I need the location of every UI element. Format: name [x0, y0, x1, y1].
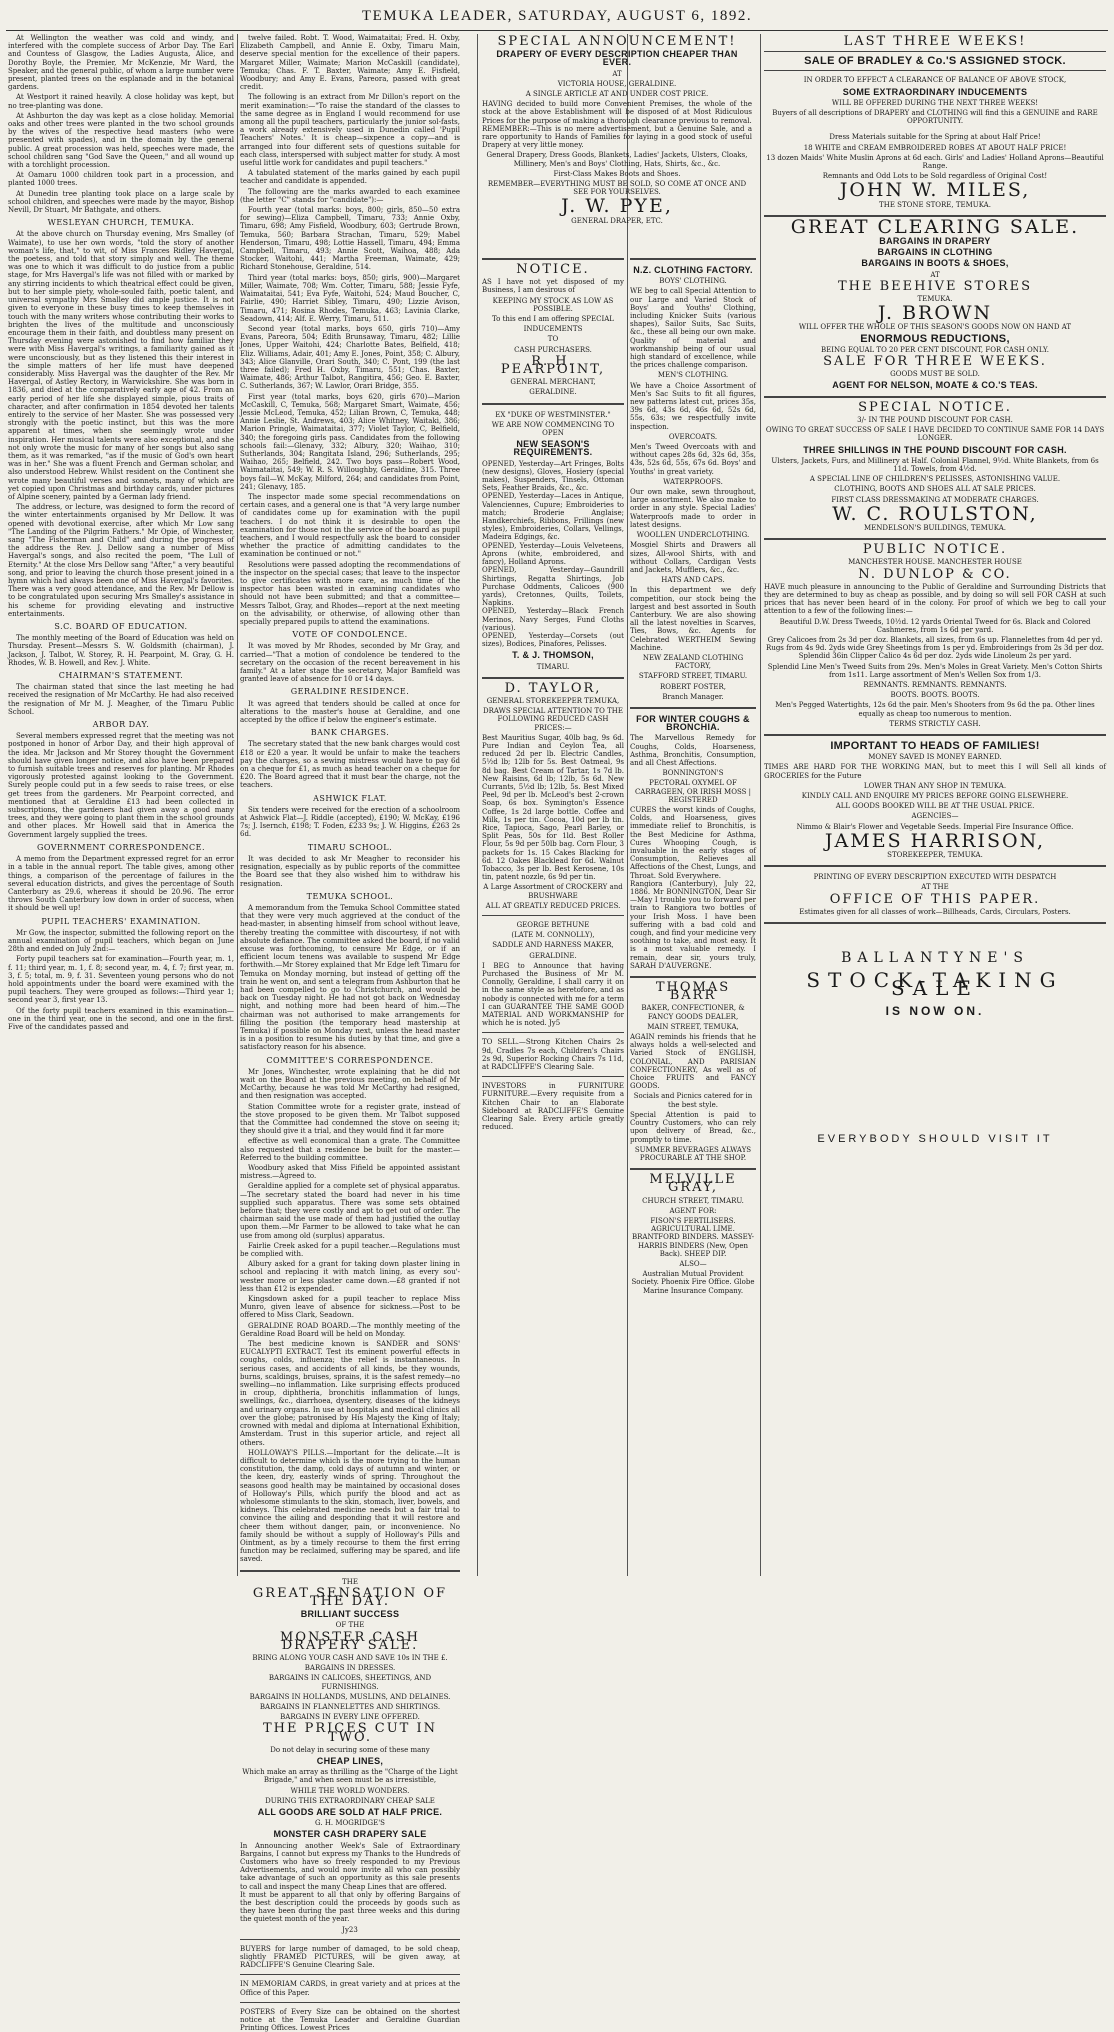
ad-headline: IMPORTANT TO HEADS OF FAMILIES!	[830, 739, 1040, 752]
barr-advert	[630, 980, 756, 1162]
nz-clothing-advert	[630, 266, 756, 701]
ad-text: G. H. MOGRIDGE'S	[315, 1819, 385, 1828]
divider	[240, 2002, 460, 2003]
ad-headline: GREAT CLEARING SALE.	[790, 215, 1080, 238]
news-paragraph: At the above church on Thursday evening, Mrs Smalley (of Waimate), to use her own words, "told the story of another woman's life, that," to wit, of Miss Frances Ridley Havergal, the poetess, and told that story simply and well. The theme was one to which it was difficult to do justice from a public stage, for Mrs Havergal's life was not filled with or marked by any stirring incidents to which theatrical effect could be given, but to her simple piety, whole-souled faith, poetic talent, and universal sympathy Mrs Smalley did ample justice. It is not given to everyone in these busy times to keep themselves in touch with the many writers whose contributing their works to brighten the lives of the multitude and unconsciously encourage them in their faith, and doubtless many present on Thursday evening were astonished to find how familiar they were with Miss Havergal's writings, a familiarity gained as it were unconsciously, but as they listened this their interest in the simple matters of her life must have deepened considerably. Miss Havergal was the daughter of the Rev. Mr Havergal, of Astley Rectory, in Warwickshire. She was born in 1836, and died at the comparatively early age of 42. From an early period of her life she displayed simple, pious traits of character, and after confirmation in 1854 devoted her talents entirely to the service of her Master. She was possessed very strongly with the poetic instinct, but this was the more apparent at times, when she seemingly wrote under inspiration. Her musical talents were also exceptional, and she not only wrote the music for many of her songs but also sang them, as it was remarked, "as if the music of God's own heart was in her." She was a fluent French and German scholar, and also understood Hebrew. Whilst resident on the Continent she wrote many beautiful verses and sonnets, many of which are yet copied upon Christmas and birthday cards, under pictures of Alpine scenery, painted by a German lady friend.	[8, 230, 234, 501]
ad-headline: J. BROWN	[877, 302, 993, 325]
ad-text: DRAWS SPECIAL ATTENTION TO THE FOLLOWING REDUCED CASH PRICES:—	[483, 707, 623, 732]
divider	[482, 677, 624, 679]
ad-text: BARGAINS IN FLANNELETTES AND SHIRTINGS.	[259, 1702, 441, 1711]
ad-headline: JOHN W. MILES,	[839, 179, 1031, 202]
news-paragraph: At Oamaru 1000 children took part in a procession, and planted 1000 trees.	[8, 171, 234, 188]
ad-text: AT	[930, 270, 940, 279]
ad-text: GERALDINE.	[529, 951, 577, 960]
ad-headline: J. W. PYE,	[561, 195, 673, 218]
ad-text: OPENED, Yesterday—Black French Merinos, Navy Serges, Fund Cloths (various).	[482, 607, 624, 632]
news-paragraph: Fourth year (total marks: boys, 800; girls, 850—50 extra for sewing)—Eliza Campbell, Timaru, 733; Annie Oxby, Timaru, 698; Amy Fisfield, Woodbury, 603; Gertrude Brown, Temuka, 560; Barbara Strachan, Timaru, 529; Mabel Henderson, Timaru, 498; Lottie Hassell, Timaru, 494; Emma Campbell, Timaru, 493; Annie Scott, Waihoa, 488; Ada Stocker, Waitohi, 441; Martha Freeman, Waimate, 429; Richard Stonehouse, Geraldine, 514.	[240, 206, 460, 272]
divider	[630, 1168, 756, 1170]
ad-text: Mosgiel Shirts and Drawers all sizes, All-wool Shirts, with and without Collars, Cardigan Vests and Jackets, Mufflers, &c., &c.	[630, 541, 756, 574]
ad-text: OPENED, Yesterday—Laces in Antique, Valenciennes, Cupure; Embroideries to match; Broderie Anglaise; Handkerchiefs, Ribbons, Frillings (new styles), Embroideries, Collars, Vellings, Madeira Edgings, &c.	[482, 492, 624, 542]
news-paragraph: A memorandum from the Temuka School Committee stated that they were very much aggrieved at the conduct of the head-master, in absenting himself from school without leave, thereby treating the committee with discourtesy, if not with absolute defiance. The committee asked the board, if no valid excuse was forthcoming, to censure Mr Edge, or if an efficient locum tenens was available to suspend Mr Edge forthwith.—Mr Storey explained that Mr Edge left Timaru for Temuka on Monday morning, but instead of getting off the train he went on, and sent a telegram from Ashburton that he had been compelled to go to Christchurch, and would be back on Tuesday night. He had not got back on Wednesday night, and nothing more had been heard of him.—The chairman was not authorised to make arrangements for filling the position (the temporary head mastership at Temuka) if possible on Monday next, unless the head master is in a position to resume his duties by that time, and give a satisfactory reason for his absence.	[240, 903, 460, 1052]
ad-text: A SINGLE ARTICLE AT AND UNDER COST PRICE.	[525, 90, 709, 99]
news-paragraph: Resolutions were passed adopting the recommendations of the inspector on the special cases; that leave to the inspector to give certificates with more care, as much time of the inspector has been wasted in examining candidates who should not have been submitted; and that a committee—Messrs Talbot, Gray, and Rhodes—report at the next meeting on the advisability, or otherwise, of allowing other than specially prepared pupils to attend the examinations.	[240, 560, 460, 627]
ad-text: Nimmo & Blair's Flower and Vegetable Seeds. Imperial Fire Insurance Office.	[796, 822, 1074, 831]
news-paragraph: Of the forty pupil teachers examined in this examination—one in the third year, one in the second, and one in the first. Five of the candidates passed and	[8, 1006, 234, 1031]
news-paragraph: At Westport it rained heavily. A close holiday was kept, but no tree-planting was done.	[8, 93, 234, 110]
ad-text: WATERPROOFS.	[663, 477, 723, 486]
ad-text: AS I have not yet disposed of my Business, I am desirous of	[482, 278, 624, 295]
news-paragraph: The chairman stated that since the last meeting he had received the resignation of Mr McCarthy. He had also received the resignation of Mr M. J. Meagher, of the Timaru Public School.	[8, 683, 234, 716]
ad-text: Grey Calicoes from 2s 3d per doz. Blankets, all sizes, from 6s up. Flannelettes from 4d per yd. Rugs from 4s 9d. 2yds wide Grey Sheetings from 1s per yd. Embroiderings from 2s 3d per doz. Splendid 36in Clipper Calico 4s 6d per doz. 2yds wide Linoleum 2s per yard.	[766, 635, 1104, 661]
ad-headline: THE BEEHIVE STORES	[837, 278, 1033, 294]
ad-text: KEEPING MY STOCK AS LOW AS POSSIBLE.	[492, 296, 614, 313]
ad-text: INDUCEMENTS	[523, 325, 583, 334]
news-paragraph: It was moved by Mr Rhodes, seconded by Mr Gray, and carried—"That a motion of condolence be tendered to the secretary on the occasion of the recent bereavement in his family." At a later stage the secretary, Major Bamfield was granted leave of absence for 10 or 14 days.	[240, 642, 460, 684]
ad-text: IN ORDER TO EFFECT A CLEARANCE OF BALANCE OF ABOVE STOCK,	[803, 76, 1067, 85]
ad-text: It must be apparent to all that only by offering Bargains of the best description could the proceeds by goods such as they have been during the past three weeks and this during the quietest month of the year.	[240, 1890, 460, 1924]
ad-text: HAVE much pleasure in announcing to the Public of Geraldine and Surrounding Districts that they are determined to buy as cheap as possible, and by doing so will sell FOR CASH at such prices that has never been heard of in the colony. For proof of which we beg to call your attention to a few of the following lines:—	[764, 582, 1106, 616]
ad-text: Buyers of all descriptions of DRAPERY and CLOTHING will find this a GENUINE and RARE OPPORTUNITY.	[772, 109, 1098, 126]
ad-text: Ulsters, Jackets, Furs, and Millinery at Half. Colonial Flannel, 9½d. White Blankets, from 6s 11d. Towels, from 4½d.	[771, 456, 1099, 473]
ad-headline: SALE OF BRADLEY & Co.'S ASSIGNED STOCK.	[804, 55, 1066, 68]
ad-text: Australian Mutual Provident Society. Phoenix Fire Office. Globe Marine Insurance Company.	[631, 1270, 755, 1295]
news-paragraph: Albury asked for a grant for taking down plaster lining in school and replacing it with match lining, as every sou'-wester more or less plaster came down.—£8 granted if not less than £12 is expended.	[240, 1260, 460, 1293]
news-paragraph: At Dunedin tree planting took place on a large scale by school children, and speeches were made by the mayor, Bishop Nevill, Dr Stuart, Mr Bathgate, and others.	[8, 189, 234, 215]
ad-text: I BEG to Announce that having Purchased the Business of Mr M. Connolly, Geraldine, I shall carry it on in the same style as heretofore, and as nobody is connected with me for a term I can GUARANTEE THE SAME GOOD MATERIAL AND WORKMANSHIP for which he is noted. Jy5	[482, 961, 624, 1028]
column-ads-4	[630, 252, 756, 1576]
ad-text: BONNINGTON'S	[662, 769, 724, 778]
ad-headline: GEORGE BETHUNE	[516, 921, 590, 930]
ad-text: (LATE M. CONNOLLY),	[511, 931, 595, 940]
subheading: PUPIL TEACHERS' EXAMINATION.	[41, 916, 201, 926]
ad-text: OVERCOATS.	[668, 432, 718, 441]
divider	[482, 915, 624, 916]
thomson-advert	[482, 411, 624, 671]
ad-text: GENERAL STOREKEEPER TEMUKA,	[486, 696, 620, 705]
ad-headline: ENORMOUS REDUCTIONS,	[860, 332, 1010, 345]
divider	[482, 403, 624, 405]
news-paragraph: effective as well economical than a grate. The Committee also requested that a residence be built for the master.—Referred to the building committee.	[240, 1137, 460, 1162]
ad-text: Men's Tweed Overcoats with and without capes 28s 6d, 32s 6d, 35s, 43s, 52s 6d, 55s, 67s 6d. Boys' and Youths' in great variety.	[630, 443, 756, 476]
ad-text: ALL GOODS BOOKED WILL BE AT THE USUAL PRICE.	[835, 802, 1035, 811]
ad-text: Remnants and Odd Lots to be Sold regardless of Original Cost!	[822, 172, 1048, 181]
ad-headline: THE PRICES CUT IN TWO.	[263, 1721, 437, 1745]
ad-text: PRINTING OF EVERY DESCRIPTION EXECUTED WITH DESPATCH	[813, 873, 1057, 882]
news-paragraph: Mr Gow, the inspector, submitted the following report on the annual examination of pupil teachers, which began on June 28th and ended on July 2nd:—	[8, 928, 234, 954]
ad-text: TIMES ARE HARD FOR THE WORKING MAN, but to meet this I will Sell all kinds of GROCERIES for the Future	[764, 763, 1106, 780]
ad-text: SUMMER BEVERAGES ALWAYS PROCURABLE AT THE SHOP.	[634, 1145, 752, 1162]
divider	[240, 1939, 460, 1940]
ad-headline: THOMAS BARR	[655, 980, 731, 1004]
ad-headline: EVERYBODY SHOULD VISIT IT	[817, 1132, 1053, 1145]
subheading: CHAIRMAN'S STATEMENT.	[58, 671, 184, 681]
ad-headline: FOR WINTER COUGHS & BRONCHIA.	[636, 713, 750, 733]
memoriam-advert: IN MEMORIAM CARDS, in great variety and at prices at the Office of this Paper.	[240, 1980, 460, 1997]
column-news-2	[240, 34, 460, 2032]
ad-text: The Marvellous Remedy for Coughs, Colds, Hoarseness, Asthma, Bronchitis, Consumption, and all Chest Affections.	[630, 734, 756, 767]
divider	[764, 865, 1106, 867]
miles-advert	[764, 34, 1106, 209]
roulston-advert	[764, 399, 1106, 532]
divider	[764, 51, 1106, 52]
divider	[482, 1076, 624, 1077]
ad-headline: SPECIAL NOTICE.	[858, 399, 1012, 415]
news-paragraph: A memo from the Department expressed regret for an error in a table in the annual report. The table gives, among other things, a comparison of the percentage of failures in the several education districts, and gives the percentage of South Canterbury as 29.6, whereas it should be 20.96. The error throws South Canterbury low down in order of success, when it should be well up!	[8, 855, 234, 913]
ad-headline: R. H. PEARPOINT,	[500, 353, 606, 378]
news-paragraph: Mr Jones, Winchester, wrote explaining that he did not wait on the Board at the previous meeting, on behalf of Mr McCarthy, because he was told Mr McCarthy had resigned, and then resignation was accepted.	[240, 1067, 460, 1101]
divider	[240, 1974, 460, 1975]
ad-headline: NOTICE.	[516, 262, 590, 277]
news-paragraph: Kingsdown asked for a pupil teacher to replace Miss Munro, given leave of absence for sickness.—Post to be offered to Miss Clark, Seadown.	[240, 1295, 460, 1320]
news-paragraph: GERALDINE ROAD BOARD.—The monthly meeting of the Geraldine Road Board will be held on Monday.	[240, 1321, 460, 1338]
ad-text: WE ARE NOW COMMENCING TO OPEN	[491, 420, 615, 438]
ad-text: Dress Materials suitable for the Spring at about Half Price!	[829, 133, 1041, 142]
subheading: ARBOR DAY.	[92, 720, 150, 730]
ad-headline: SPECIAL ANNOUNCEMENT!	[497, 34, 737, 49]
column-ads-3b	[482, 252, 624, 1576]
ad-text: OPENED, Yesterday—Louis Velveteens, Aprons (white, embroidered, and fancy), Holland Aprons.	[482, 541, 624, 567]
ad-text: First-Class Makes Boots and Shoes.	[553, 169, 681, 178]
subheading: BANK CHARGES.	[310, 728, 390, 738]
masthead: TEMUKA LEADER, SATURDAY, AUGUST 6, 1892.	[361, 8, 753, 24]
ad-text: AGENT FOR:	[669, 1206, 717, 1215]
ad-text: REMEMBER—EVERYTHING MUST BE SOLD, SO COME AT ONCE AND SEE FOR YOURSELVES.	[487, 180, 747, 197]
news-paragraph: At Wellington the weather was cold and windy, and interfered with the complete success of Arbor Day. The Earl and Countess of Glasgow, the Ladies Augusta, Alice, and Dorothy Boyle, the Premier, Mr McKenzie, Mr Ward, the Speaker, and the general public, of whom a large number were present, planted trees on the esplanade and in the botanical gardens.	[8, 34, 234, 92]
ad-text: ALSO—	[679, 1259, 707, 1268]
masthead-rule	[6, 30, 1108, 31]
ad-headline: OFFICE OF THIS PAPER.	[829, 891, 1041, 907]
ad-text: REMEMBER:—This is no mere advertisement, but a Genuine Sale, and a rare opportunity to Hands of Families for laying in a good stock of useful Drapery at very little money.	[482, 124, 752, 150]
divider	[240, 1570, 460, 1572]
ad-text: AGAIN reminds his friends that he always holds a well-selected and Varied Stock of ENGLISH, COLONIAL, AND PARISIAN CONFECTIONERY, As well as of Choice FRUITS and FANCY GOODS.	[630, 1033, 756, 1091]
news-paragraph: Fairlie Creek asked for a pupil teacher.—Regulations must be complied with.	[240, 1241, 460, 1259]
ad-text: Splendid Line Men's Tweed Suits from 29s. Men's Moles in Great Variety. Men's Cotton Shirts from 1s11. Large assortment of Men's Wellen Sox from 1/3.	[767, 662, 1103, 679]
news-paragraph: The following is an extract from Mr Dillon's report on the merit examination:—"To raise the standard of the classes to the same degree as in England I would recommend for use among all the pupil teachers, particularly the junior sol-fasts, a work already extensively used in Dunedin called 'Pupil Teachers' Notes.' It is cheap—sixpence a copy—and is arranged into four different sets of questions suitable for each class, interspersed with subject matter for study. A most useful little work for candidates and pupil teachers."	[240, 93, 460, 168]
news-paragraph: twelve failed. Robt. T. Wood, Waimataitai; Fred. H. Oxby, Elizabeth Campbell, and Annie E. Oxby, Timaru Main, deserve special mention for the excellence of their papers. Margaret Miller, Waimate; Marion McCaskill (candidate), Temuka; Chas. F. T. Baxter, Waimate; Amy E. Fisfield, Woodbury; and Amy E. Evans, Pareora, passed with great credit.	[240, 34, 460, 92]
ad-text: WOOLLEN UNDERCLOTHING.	[636, 531, 750, 540]
ad-text: We have a Choice Assortment of Men's Sac Suits to fit all figures, new patterns latest cut, prices 35s, 39s 6d, 43s 6d, 46s 6d, 52s 6d, 55s, 63s; we respectfully invite inspection.	[630, 381, 756, 431]
ad-text: Rangiora (Canterbury), July 22, 1886. Mr BONNINGTON, Dear Sir—May I trouble you to forward per train to Rangiora two bottles of your Irish Moss. I have been suffering with a bad cold and cough, and find your medicine very soothing to take, and most easy. It is a most valuable remedy. I remain, dear sir, yours truly, SARAH D'AUVERGNE.	[630, 879, 756, 970]
news-paragraph: A tabulated statement of the marks gained by each pupil teacher and candidate is appended.	[240, 169, 460, 186]
divider	[482, 258, 624, 260]
ad-text: 18 WHITE and CREAM EMBROIDERED ROBES AT ABOUT HALF PRICE!	[803, 143, 1067, 152]
divider	[482, 1032, 624, 1033]
ad-headline: PUBLIC NOTICE.	[862, 542, 1008, 558]
news-paragraph: The inspector made some special recommendations on certain cases, and a general one is that "A very large number of candidates come up for examination with the pupil teachers. I do not think it is desirable to open the examination for those not in the service of the board as pupil teachers, and I would respectfully ask the board to consider whether the practice of admitting candidates to the examination be continued or not."	[240, 492, 460, 559]
ad-text: MAIN STREET, TEMUKA,	[647, 1022, 739, 1031]
news-paragraph: Several members expressed regret that the meeting was not postponed in honor of Arbor Day, and their high approval of the idea. Mr Jackson and Mr Storey thought the Government should have given longer notice, and also have been prepared to furnish suitable trees and reserves for planting. Mr Rhodes vigorously protested against looking to the Government. Surely people could put in a few seeds to raise trees, or else get trees from the gardeners. Mr Pearpoint corrected, and mentioned that at Geraldine £13 had been collected in subscriptions, the gardeners had given away a good many trees, and they were going to plant them in the school grounds and other places. Mr Howell said that in America the Government largely supplied the trees.	[8, 732, 234, 839]
ad-headline: BARGAINS IN BOOTS & SHOES,	[861, 258, 1009, 269]
ad-text: BARGAINS IN HOLLANDS, MUSLINS, AND DELAINES.	[249, 1692, 451, 1701]
ad-text: BAKER, CONFECTIONER, & FANCY GOODS DEALER,	[641, 1004, 745, 1021]
ad-text: STAFFORD STREET, TIMARU.	[638, 672, 748, 681]
ad-text: DURING THIS EXTRAORDINARY CHEAP SALE	[265, 1796, 435, 1805]
ad-text: BOYS' CLOTHING.	[659, 277, 727, 286]
ad-text: FISON'S FERTILISERS. AGRICULTURAL LIME. BRANTFORD BINDERS. MASSEY-HARRIS BINDERS (New, Open Back). SHEEP DIP.	[631, 1216, 754, 1258]
subheading: GERALDINE RESIDENCE.	[290, 687, 410, 697]
column-news-1	[8, 34, 234, 1576]
ad-headline: N.Z. CLOTHING FACTORY.	[633, 265, 753, 275]
spacer	[764, 127, 1106, 131]
news-paragraph: First year (total marks, boys 620, girls 670)—Marion McCaskill, C, Temuka, 568; Margaret Smart, Waimate, 456; Jessie McLeod, Temuka, 452; Lilian Brown, C, Temuka, 448; Annie Leslie, St. Andrews, 403; Alice Whitney, Waitaki, 386; Marion Pringle, Waimataitai, 377; Violet Taylor, C, Belfield, 340; the foregoing girls pass. Candidates from the following schools fail:—Glenavy, 332; Albury, 320; Waihao, 310; Sutherlands, 304; Rangitata Island, 296; Sutherlands, 295; Waihao, 265; Belfield, 242. Two boys pass—Robert Wood, Waimataitai, 549; W. R. S. Willoughby, Geraldine, 315. Three boys fail—W. McKay, Milford, 264; and candidates from Point, 241; Glenavy, 185.	[240, 392, 460, 491]
mogridge-advert	[240, 1578, 460, 1934]
ad-text: MENDELSON'S BUILDINGS, TEMUKA.	[864, 523, 1006, 532]
ad-text: A SPECIAL LINE OF CHILDREN'S PELISSES, ASTONISHING VALUE.	[809, 475, 1061, 484]
subheading: GOVERNMENT CORRESPONDENCE.	[36, 842, 206, 852]
ad-text: GOODS MUST BE SOLD.	[890, 370, 980, 379]
ad-text: EX "DUKE OF WESTMINSTER."	[495, 410, 611, 419]
ad-headline: THREE SHILLINGS IN THE POUND DISCOUNT FOR CASH.	[803, 444, 1067, 455]
ad-text: Special Attention is paid to Country Customers, who can rely upon delivery of Bread, &c., promptly to time.	[630, 1110, 756, 1144]
subheading: TEMUKA SCHOOL.	[306, 891, 394, 901]
subheading: COMMITTEE'S CORRESPONDENCE.	[266, 1055, 434, 1065]
ad-headline: AGENT FOR NELSON, MOATE & CO.'S TEAS.	[832, 380, 1038, 391]
ad-text: Men's Pegged Watertights, 12s 6d the pair. Men's Shooters from 9s 6d the pa. Other lines equally as cheap too numerous to mention.	[775, 701, 1095, 718]
ad-text: LOWER THAN ANY SHOP IN TEMUKA.	[863, 781, 1007, 790]
ad-headline: BRILLIANT SUCCESS	[300, 1609, 400, 1620]
divider	[764, 538, 1106, 540]
pye-advert	[482, 34, 752, 225]
news-paragraph: Station Committee wrote for a register grate, instead of the stove proposed to be given them. Mr Talbot supposed that the Committee had condemned the stove on seeing it; they should give it a trial, and they would find it far more	[240, 1102, 460, 1136]
subheading: TIMARU SCHOOL.	[307, 842, 393, 852]
news-paragraph: Geraldine applied for a complete set of physical apparatus.—The secretary stated the board had never in his time supplied such apparatus. There was some sets obtained before that; they were costly and apt to get out of order. The chairman said the use made of them had justified the outlay upon them.—Mr Farmer to be allowed to take what he can use from among old (surplus) apparatus.	[240, 1182, 460, 1240]
ad-text: Do not delay in securing some of these many	[270, 1745, 430, 1754]
news-paragraph: Third year (total marks: boys, 850; girls, 900)—Margaret Miller, Waimate, 708; Wm. Cotter, Timaru, 588; Jessie Fyfe, Waimataitai, 541; Eva Fyfe, Waitohi, 524; Maud Boucher, C, Fairlie, 490; Harriet Sibley, Timaru, 490; Lizzie Avison, Timaru, 471; Rosina Rhodes, Temuka, 463; Lavinia Clarke, Seadown, 414; Alf. E. Werry, Timaru, 511.	[240, 273, 460, 323]
column-ads-5	[764, 34, 1106, 1576]
taylor-advert	[482, 680, 624, 910]
ad-text: Our own make, sewn throughout, large assortment. We also make to order in any style. Special Ladies' Waterproofs made to order in latest designs.	[630, 488, 756, 529]
ad-text: BEING EQUAL TO 20 PER CENT DISCOUNT, FOR CASH ONLY.	[820, 345, 1049, 354]
ad-text: TERMS STRICTLY CASH.	[889, 719, 981, 728]
gray-advert	[630, 1172, 756, 1295]
ad-headline: CHEAP LINES,	[316, 1756, 384, 1766]
ballantyne-advert	[764, 950, 1106, 1145]
ad-headline: SALE FOR THREE WEEKS.	[823, 354, 1047, 370]
ad-text: GENERAL DRAPER, ETC.	[571, 216, 663, 225]
bethune-advert	[482, 921, 624, 1027]
ad-text: MANCHESTER HOUSE. MANCHESTER HOUSE	[848, 558, 1022, 567]
ad-text: TEMUKA.	[917, 295, 953, 304]
ad-text: Socials and Picnics catered for in the best style.	[633, 1092, 753, 1109]
ad-text: CURES the worst kinds of Coughs, Colds, and Hoarseness, gives immediate relief to Bronchitis, is the Best Medicine for Asthma, Cures Whooping Cough, is invaluable in the early stages of Consumption, Relieves all Affections of the Chest, Lungs, and Throat. Sold Everywhere.	[630, 805, 756, 880]
ad-text: CHURCH STREET, TIMARU.	[642, 1196, 744, 1205]
ad-text: TIMARU.	[536, 662, 570, 671]
column-rule	[477, 34, 478, 1576]
ad-headline: D. TAYLOR,	[504, 680, 602, 696]
dunlop-advert	[764, 542, 1106, 728]
ad-headline: GREAT SENSATION OF THE DAY.	[252, 1585, 448, 1609]
ad-text: BOOTS. BOOTS. BOOTS.	[890, 691, 980, 700]
ad-text: ALL AT GREATLY REDUCED PRICES.	[485, 901, 621, 910]
article-heading: WESLEYAN CHURCH, TEMUKA.	[47, 218, 195, 228]
ad-text: GERALDINE.	[529, 388, 577, 397]
ad-text: CLOTHING, BOOTS AND SHOES ALL AT SALE PRICES.	[834, 485, 1036, 494]
ad-text: FIRST CLASS DRESSMAKING AT MODERATE CHARGES.	[831, 495, 1039, 504]
posters-advert: POSTERS of Every Size can be obtained on the shortest notice at the Temuka Leader and Geraldine Guardian Printing Offices. Lowest Prices	[240, 2007, 460, 2032]
ad-headline: MONSTER CASH DRAPERY SALE.	[280, 1629, 420, 1653]
ad-headline: T. & J. THOMSON,	[512, 650, 594, 661]
divider	[764, 922, 1106, 924]
ad-headline: W. C. ROULSTON,	[832, 502, 1038, 525]
ad-text: BRING ALONG YOUR CASH AND SAVE 10s IN THE £.	[252, 1653, 448, 1662]
bonnington-advert	[630, 715, 756, 970]
divider	[764, 396, 1106, 398]
ad-headline: MELVILLE GRAY,	[649, 1172, 737, 1196]
ad-text: BARGAINS IN DRESSES.	[304, 1664, 396, 1673]
divider	[764, 70, 1106, 71]
news-paragraph: Woodbury asked that Miss Fifield be appointed assistant mistress.—Agreed to.	[240, 1164, 460, 1181]
ad-text: BARGAINS IN EVERY LINE OFFERED.	[280, 1713, 420, 1722]
ad-text: Estimates given for all classes of work—Billheads, Cards, Circulars, Posters.	[799, 907, 1071, 916]
ad-text: To this end I am offering SPECIAL	[492, 315, 614, 324]
news-paragraph: The best medicine known is SANDER and SONS' EUCALYPTI EXTRACT. Test its eminent powerful effects in coughs, colds, influenza; the relief is instantaneous. In serious cases, and accidents of all kinds, be they wounds, burns, scaldings, bruises, sprains, it is the safest remedy—no swelling—no inflammation. Like surprising effects produced in croup, diphtheria, bronchitis inflammation of lungs, swellings, &c., diarrhoea, dysentery, diseases of the kidneys and urinary organs. In use at hospitals and medical clinics all over the globe; patronised by His Majesty the King of Italy; crowned with medal and diploma at International Exhibition, Amsterdam. Trust in this superior article, and reject all others.	[240, 1340, 460, 1447]
ad-text: WILL OFFER THE WHOLE OF THIS SEASON'S GOODS NOW ON HAND AT	[798, 323, 1072, 332]
ad-text: Which make an array as thrilling as the "Charge of the Light Brigade," and when seen must be as irresistible,	[242, 1768, 458, 1785]
news-paragraph: At Ashburton the day was kept as a close holiday. Memorial oaks and other trees were planted in the two school grounds by the wives of the respective head masters (who were presented with spades), and in the domain by the general public. A great procession was held, speeches were made, the school children sang "God Save the Queen," and all wound up with a torchlight procession.	[8, 111, 234, 170]
ad-headline: BARGAINS IN DRAPERY	[879, 236, 991, 247]
news-paragraph: It was agreed that tenders should be called at once for alterations to the master's house at Geraldine, and one accepted by the office if below the engineer's estimate.	[240, 699, 460, 725]
ad-text: General Drapery, Dress Goods, Blankets, Ladies' Jackets, Ulsters, Cloaks, Millinery, Men's and Boys' Clothing, Hats, Shirts, &c., &c.	[486, 151, 748, 168]
divider	[630, 258, 756, 260]
ad-text: MONEY SAVED IS MONEY EARNED.	[868, 753, 1002, 762]
ad-text: A Large Assortment of CROCKERY and BRUSHWARE	[483, 883, 623, 900]
ad-text: TO	[547, 335, 559, 344]
news-paragraph: The secretary stated that the new bank charges would cost £18 or £20 a year. It would be unfair to make the teachers pay the charges, so a sewing mistress would have to pay 6d on a cheque for £1, as much as head teacher on a cheque for £20. The Board agreed that it must bear the charge, not the teachers.	[240, 740, 460, 790]
ad-headline: LAST THREE WEEKS!	[843, 34, 1027, 49]
ad-text: In this department we defy competition, our stock being the largest and best assorted in South Canterbury. We are also showing all the latest novelties in Scarves, Ties, Bows, &c. Agents for Celebrated WERTHEIM Sewing Machine.	[630, 586, 756, 652]
ad-text: REMNANTS. REMNANTS. REMNANTS.	[863, 680, 1007, 689]
ad-text: OPENED, Yesterday—Art Fringes, Bolts (new designs), Gloves, Hosiery (special makes), Suspenders, Tinsels, Ottoman Sets, Feather Braids, &c., &c.	[482, 459, 624, 493]
ad-text: HAVING decided to build more Convenient Premises, the whole of the stock at the above Establishment will be disposed of at Most Ridiculous Prices for the purpose of making a thorough clearance previous to removal.	[482, 100, 752, 125]
ad-headline: BARGAINS IN CLOTHING	[877, 247, 993, 258]
ad-text: HATS AND CAPS.	[661, 576, 725, 585]
ad-text: GENERAL MERCHANT,	[510, 378, 596, 387]
harrison-advert	[764, 739, 1106, 860]
news-paragraph: Six tenders were received for the erection of a schoolroom at Ashwick Flat—J. Riddle (accepted), £190; W. McKay, £196 7s; J. Isernch, £198; T. Foden, £233 9s; J. W. Higgins, £263 2s 6d.	[240, 805, 460, 839]
column-rule	[760, 34, 761, 1576]
ad-text: VICTORIA HOUSE, GERALDINE.	[557, 79, 677, 88]
ad-text: 3/- IN THE POUND DISCOUNT FOR CASH.	[857, 415, 1013, 424]
ad-headline: JAMES HARRISON,	[824, 829, 1046, 852]
pearpoint-advert	[482, 262, 624, 397]
ad-text: OWING TO GREAT SUCCESS OF SALE I HAVE DECIDED TO CONTINUE SAME FOR 14 DAYS LONGER.	[765, 426, 1105, 443]
ad-text: AT THE	[921, 883, 949, 892]
ad-text: THE STONE STORE, TEMUKA.	[879, 200, 991, 209]
radcliffe-furniture-advert: INVESTORS in FURNITURE FURNITURE.—Every requisite from a Kitchen Chair to an Elaborate Sideboard at RADCLIFFE'S Genuine Clearing Sale. Every article greatly reduced.	[482, 1082, 624, 1132]
subheading: VOTE OF CONDOLENCE.	[292, 630, 408, 640]
ad-text: CASH PURCHASERS.	[514, 345, 592, 354]
ad-text: SADDLE AND HARNESS MAKER,	[492, 941, 614, 950]
ad-text: Beautiful D.W. Dress Tweeds, 10½d. 12 yards Oriental Tweed for 6s. Black and Colored Cashmeres, from 1s 6d per yard.	[779, 617, 1091, 634]
ad-text: BARGAINS IN CALICOES, SHEETINGS, AND FURNISHINGS.	[268, 1674, 432, 1691]
printing-advert	[764, 873, 1106, 916]
article-heading: S.C. BOARD OF EDUCATION.	[54, 622, 188, 632]
subheading: ASHWICK FLAT.	[313, 793, 387, 803]
ad-headline: NEW SEASON'S REQUIREMENTS.	[513, 439, 593, 458]
column-rule	[237, 34, 238, 1576]
ad-text: ROBERT FOSTER,	[660, 682, 726, 691]
ad-text: In Announcing another Week's Sale of Extraordinary Bargains, I cannot but express my Thanks to the Hundreds of Customers who have so freely responded to my Previous Advertisements, and would now invite all who can possibly take advantage of such an opportunity as this sale presents to call and inspect the many Cheap Lines that are offered.	[240, 1841, 460, 1891]
ad-text: Jy23	[342, 1925, 358, 1934]
ad-text: Branch Manager.	[662, 692, 724, 701]
ad-text: OPENED, Yesterday—Corsets (out sizes), Bodices, Pinafores, Pelisses.	[482, 631, 624, 649]
ad-text: MEN'S CLOTHING.	[657, 371, 729, 380]
ad-headline: SOME EXTRAORDINARY INDUCEMENTS	[842, 86, 1028, 97]
ad-text: AT	[612, 69, 622, 78]
divider	[764, 734, 1106, 736]
news-paragraph: The address, or lecture, was designed to form the record of the winter entertainments organised by Mr Dellow. It was opened with devotional exercise, after which Mr Low sang "The Landing of the Pilgrim Fathers." Mr Opie, of Winchester, sang "The Fisherman and Child" and during the progress of the address the Rev. J. Dellow sang a number of Miss Havergal's songs, and also recited the poem, "The Lull of Eternity." At the close Mrs Dellow sang "After," a very beautiful song, and prior to leaving the church those present joined in a hymn which had always been one of Miss Havergal's favorites. There was a very good attendance, and the Rev. Mr Dellow is to be congratulated upon securing Mrs Smalley's assistance in his scheme for providing elevating and instructive entertainments.	[8, 503, 234, 618]
ad-text: AGENCIES—	[911, 812, 959, 821]
ad-text: KINDLY CALL AND ENQUIRE MY PRICES BEFORE GOING ELSEWHERE.	[801, 792, 1069, 800]
news-paragraph: It was decided to ask Mr Meagher to reconsider his resignation, especially as by public reports of the committee the Board see that they also wished him to withdraw his resignation.	[240, 854, 460, 888]
ad-headline: IS NOW ON.	[885, 1003, 985, 1018]
radcliffe-chairs-advert: TO SELL.—Strong Kitchen Chairs 2s 9d, Cradles 7s each, Children's Chairs 2s 9d, Superior Rocking Chairs 7s 11d, at RADCLIFFE'S Clearing Sale.	[482, 1038, 624, 1072]
news-paragraph: HOLLOWAY'S PILLS.—Important for the delicate.—It is difficult to determine which is the more trying to the human constitution, the damp, cold days of autumn and winter, or the keen, dry, easterly winds of spring. Throughout the seasons good health may be maintained by occasional doses of Holloway's Pills, which purify the blood and act as wholesome stimulants to the skin, stomach, liver, bowels, and kidneys. This celebrated medicine needs but a fair trial to convince the ailing and desponding that it will restore and cheer them without danger, pain, or inconvenience. No family should be without a supply of Holloway's Pills and Ointment, as by a timely recourse to them the first erring function may be reclaimed, suffering may be spared, and life saved.	[240, 1448, 460, 1564]
ad-headline: ALL GOODS ARE SOLD AT HALF PRICE.	[257, 1807, 443, 1818]
ad-text: THE	[342, 1577, 358, 1586]
news-paragraph: Forty pupil teachers sat for examination—Fourth year, m. 1, f. 11; third year, m. 1, f. 8; second year, m. 4, f. 7; first year, m. 3, f. 5; total, m. 9, f. 31. Seventeen young persons who do not hold appointments under the board were examined with the pupil teachers. They were grouped as follows:—Third year 1; second year 3, first year 13.	[8, 955, 234, 1005]
news-paragraph: Second year (total marks, boys 650, girls 710)—Amy Evans, Pareora, 504; Edith Brunsaway, Timaru, 482; Lillie Jones, Upper Waitohi, 424; Charlotte Bates, Belfield, 418; Eliz. Williams, Adair, 401; Amy E. Jones, Point, 358; C. Albury, 343; Alice Glanville, Orari South, 340; C. Pont, 199 (the last three failed); Fred H. Oxby, Timaru, 551; Chas. Baxter, Waimate, 486; Arthur Talbot, Rangitira, 456; Geo. E. Baxter, C. Sutherlands, 367; W. Lawlor, Orari Bridge, 355.	[240, 324, 460, 391]
ad-text: 13 dozen Maids' White Muslin Aprons at 6d each. Girls' and Ladies' Holland Aprons—Beautiful Range.	[766, 153, 1104, 171]
ad-text: OPENED, Yesterday—Gaundrill Shirtings, Regatta Shirtings, Job Purchase Oddments, Calicoes (900 yards), Cretonnes, Quilts, Toilets, Napkins.	[482, 566, 624, 608]
ad-text: PECTORAL OXYMEL OF CARRAGEEN, OR IRISH MOSS | REGISTERED	[634, 779, 752, 804]
ad-headline: STOCK-TAKING SALE	[806, 968, 1064, 1001]
ad-text: OF THE	[335, 1621, 365, 1630]
ad-text: Best Mauritius Sugar, 40lb bag, 9s 6d. Pure Indian and Ceylon Tea, all reduced 2d per lb. Electric Candles, 5½d lb; 12lb for 5s. Best Oatmeal, 9s 8d bag. Best Cream of Tartar, 1s 7d lb. New Raisins, 6d lb; 12lb, 5s 6d. New Currants, 5½d lb; 12lb, 5s. Best Mixed Peel, 9d per lb. McLeod's best 2-crown Soap, 6s box. Symington's Essence Coffee, 1s 2d large bottle. Coffee and Milk, 1s per tin. Cocoa, 10d per lb tin. Rice, Tapioca, Sago, Pearl Barley, or Split Peas, 50s for 1ld. Best Roller Flour, 5s 9d per 50lb bag. Corn Flour, 3 packets for 1s. 15 Cakes Blacking for 6d. 12 Oakes Blacklead for 6d. Walnut Tobacco, 3s per lb. Best Kerosene, 10s tin, patent nozzle, 6s 9d per tin.	[482, 733, 624, 882]
ad-text: NEW ZEALAND CLOTHING FACTORY,	[642, 653, 744, 671]
ad-headline: DRAPERY OF EVERY DESCRIPTION CHEAPER THAN EVER.	[496, 49, 738, 68]
ad-text: WE beg to call Special Attention to our Large and Varied Stock of Boys' and Youths' Clothing, including Knicker Suits (various shapes), Sailor Suits, Sac Suits, &c., these all being our own make. Quality of material and workmanship being of our usual high standard of excellence, while the prices challenge comparison.	[630, 287, 756, 370]
brown-advert	[764, 215, 1106, 391]
news-paragraph: The monthly meeting of the Board of Education was held on Thursday. Present—Messrs S. W. Goldsmith (chairman), J. Jackson, J. Talbot, W. Storey, R. H. Pearpoint, M. Gray, G. H. Rhodes, W. B. Howell, and Rev. J. White.	[8, 634, 234, 667]
divider	[630, 707, 756, 709]
radcliffe-advert: BUYERS for large number of damaged, to be sold cheap, slightly FRAMED PICTURES, will be given away, at RADCLIFFE'S Genuine Clearing Sale.	[240, 1944, 460, 1970]
divider	[630, 976, 756, 978]
news-paragraph: The following are the marks awarded to each examinee (the letter "C" stands for "candidate"):—	[240, 187, 460, 204]
ad-text: STOREKEEPER, TEMUKA.	[887, 851, 983, 860]
ad-text: WHILE THE WORLD WONDERS.	[290, 1786, 410, 1795]
ad-headline: N. DUNLOP & CO.	[858, 566, 1012, 582]
ad-headline: MONSTER CASH DRAPERY SALE	[273, 1829, 427, 1840]
ad-headline: BALLANTYNE'S	[841, 950, 1029, 967]
ad-text: WILL BE OFFERED DURING THE NEXT THREE WEEKS!	[831, 98, 1039, 107]
